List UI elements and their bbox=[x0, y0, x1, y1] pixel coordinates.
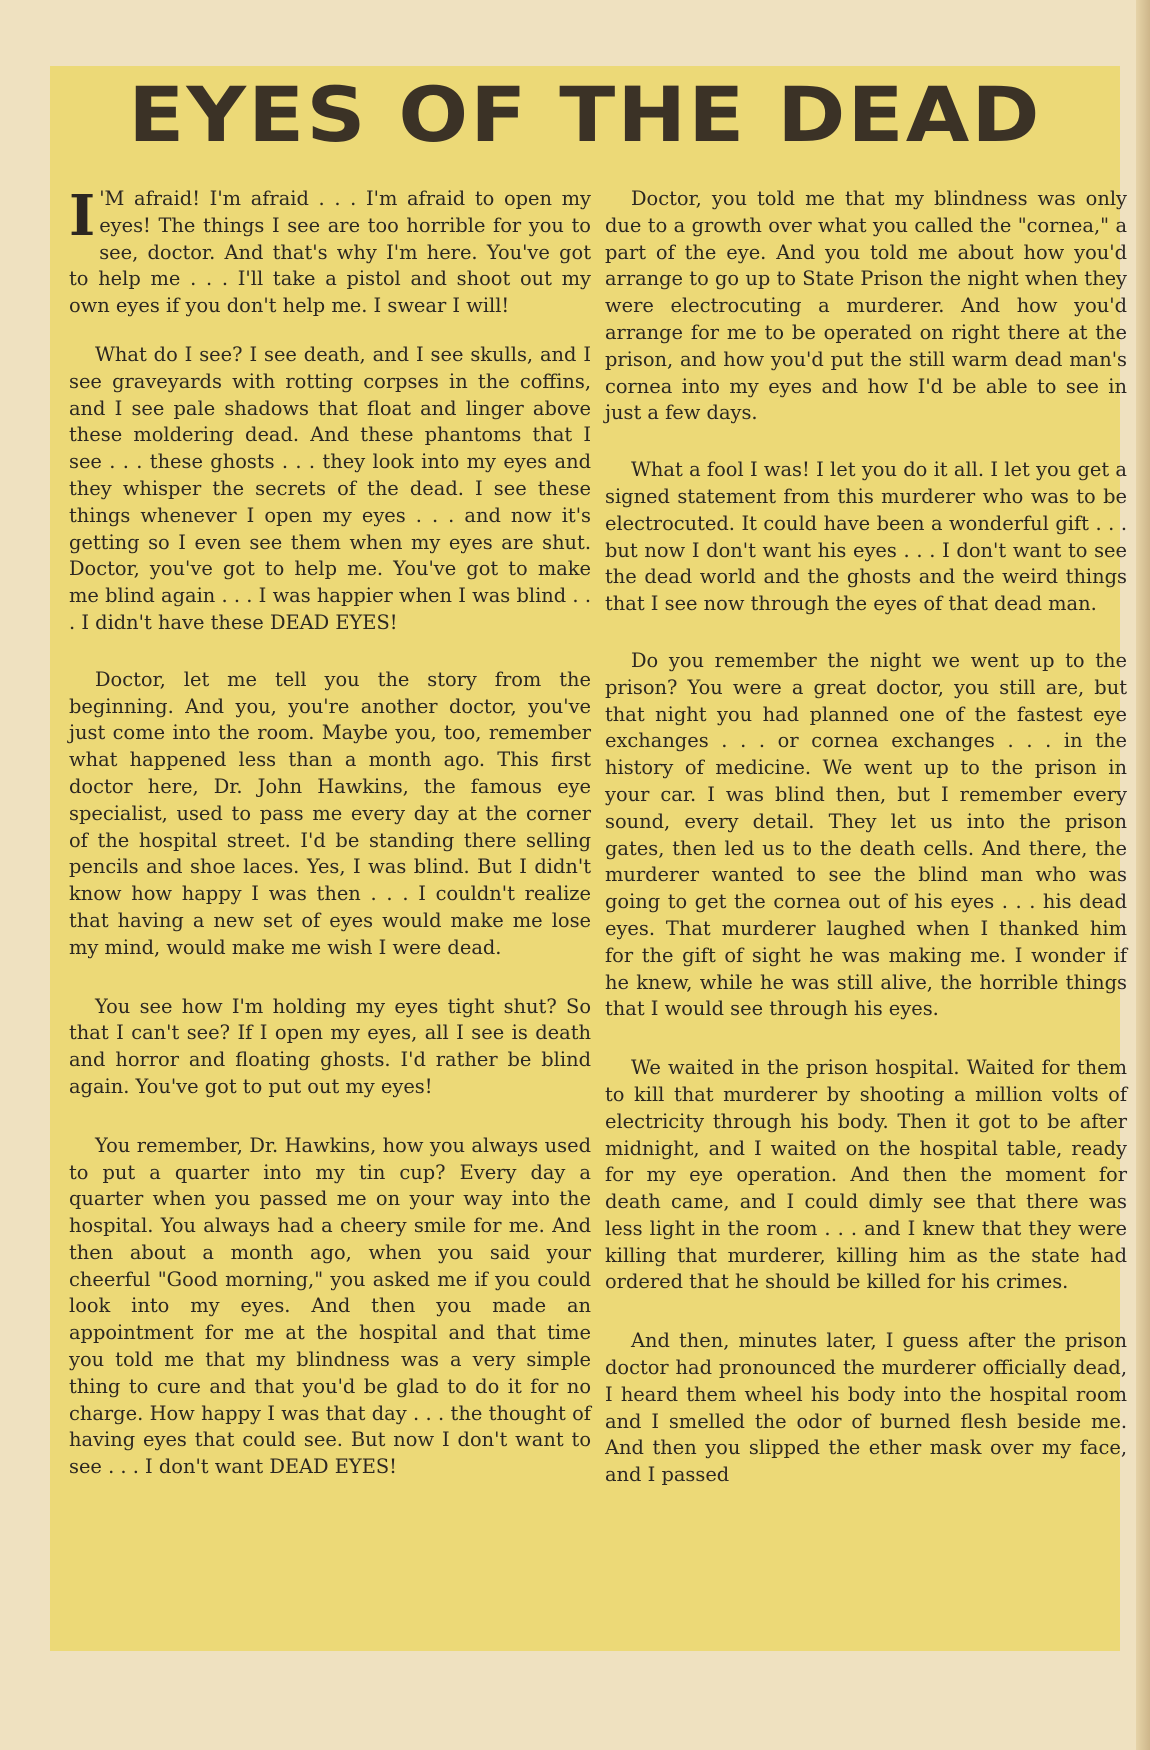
story-panel bbox=[50, 66, 1127, 1651]
drop-cap: I bbox=[69, 183, 96, 249]
paragraph bbox=[69, 183, 591, 320]
paragraph-text: 'M afraid! I'm afraid . . . I'm afraid to open my eyes! The things I see are too horrible for you to see, doctor. And that's why I'm here. You've got to help me . . . I'll take a pistol and shoot out my own eyes if you don't help me. I swear I will! bbox=[69, 187, 591, 318]
story-title: EYES OF THE DEAD bbox=[128, 70, 1042, 159]
paragraph: You remember, Dr. Hawkins, how you always used to put a quarter into my tin cup? Every day a quarter when you passed me on your way into the hospital. You always had a cheery smile for me. And then about a month ago, when you said your cheerful "Good morning," you asked me if you could look into my eyes. And then you made an appointment for me at the hospital and that time you told me that my blindness was a very simple thing to cure and that you'd be glad to do it for no charge. How happy I was that day . . . the thought of having eyes that could see. But now I don't want to see . . . I don't want DEAD EYES! bbox=[69, 1133, 591, 1479]
paragraph: We waited in the prison hospital. Waited for them to kill that murderer by shooting a million volts of electricity through his body. Then it got to be after midnight, and I waited on the hospital table, ready for my eye operation. And then the moment for death came, and I could dimly see that there was less light in the room . . . and I knew that they were killing that murderer, killing him as the state had ordered that he should be killed for his crimes. bbox=[605, 1056, 1127, 1294]
right-column bbox=[605, 186, 1127, 1511]
paragraph: And then, minutes later, I guess after the prison doctor had pronounced the murderer officially dead, I heard them wheel his body into the hospital room and I smelled the odor of burned flesh beside me. And then you slipped the ether mask over my face, and I passed bbox=[605, 1329, 1127, 1487]
paragraph: Do you remember the night we went up to the prison? You were a great doctor, you still are, but that night you had planned one of the fastest eye exchanges . . . or cornea exchanges . . . in the history of medicine. We went up to the prison in your car. I was blind then, but I remember every sound, every detail. They let us into the prison gates, then led us to the death cells. And there, the murderer wanted to see the blind man who was going to get the cornea out of his eyes . . . his dead eyes. That murderer laughed when I thanked him for the gift of sight he was making me. I wonder if he knew, while he was still alive, the horrible things that I would see through his eyes. bbox=[605, 648, 1127, 1021]
paragraph: What do I see? I see death, and I see skulls, and I see graveyards with rotting corpses in the coffins, and I see pale shadows that float and linger above these moldering dead. And these phantoms that I see . . . these ghosts . . . they look into my eyes and they whisper the secrets of the dead. I see these things whenever I open my eyes . . . and now it's getting so I even see them when my eyes are shut. Doctor, you've got to help me. You've got to make me blind again . . . I was happier when I was blind . . . I didn't have these DEAD EYES! bbox=[69, 342, 591, 634]
paragraph: Doctor, you told me that my blindness was only due to a growth over what you called the "cornea," a part of the eye. And you told me about how you'd arrange to go up to State Prison the night when they were electrocuting a murderer. And how you'd arrange for me to be operated on right there at the prison, and how you'd put the still warm dead man's cornea into my eyes and how I'd be able to see in just a few days. bbox=[605, 187, 1127, 425]
page-edge bbox=[1136, 0, 1150, 1750]
paragraph: What a fool I was! I let you do it all. I let you get a signed statement from this murderer who was to be electrocuted. It could have been a wonderful gift . . . but now I don't want his eyes . . . I don't want to see the dead world and the ghosts and the weird things that I see now through the eyes of that dead man. bbox=[605, 458, 1127, 616]
paragraph: Doctor, let me tell you the story from the beginning. And you, you're another doctor, you've just come into the room. Maybe you, too, remember what happened less than a month ago. This first doctor here, Dr. John Hawkins, the famous eye specialist, used to pass me every day at the corner of the hospital street. I'd be standing there selling pencils and shoe laces. Yes, I was blind. But I didn't know how happy I was then . . . I couldn't realize that having a new set of eyes would make me lose my mind, would make me wish I were dead. bbox=[69, 667, 591, 959]
left-column bbox=[69, 183, 591, 1505]
paragraph: You see how I'm holding my eyes tight shut? So that I can't see? If I open my eyes, all I see is death and horror and floating ghosts. I'd rather be blind again. You've got to put out my eyes! bbox=[69, 994, 591, 1098]
